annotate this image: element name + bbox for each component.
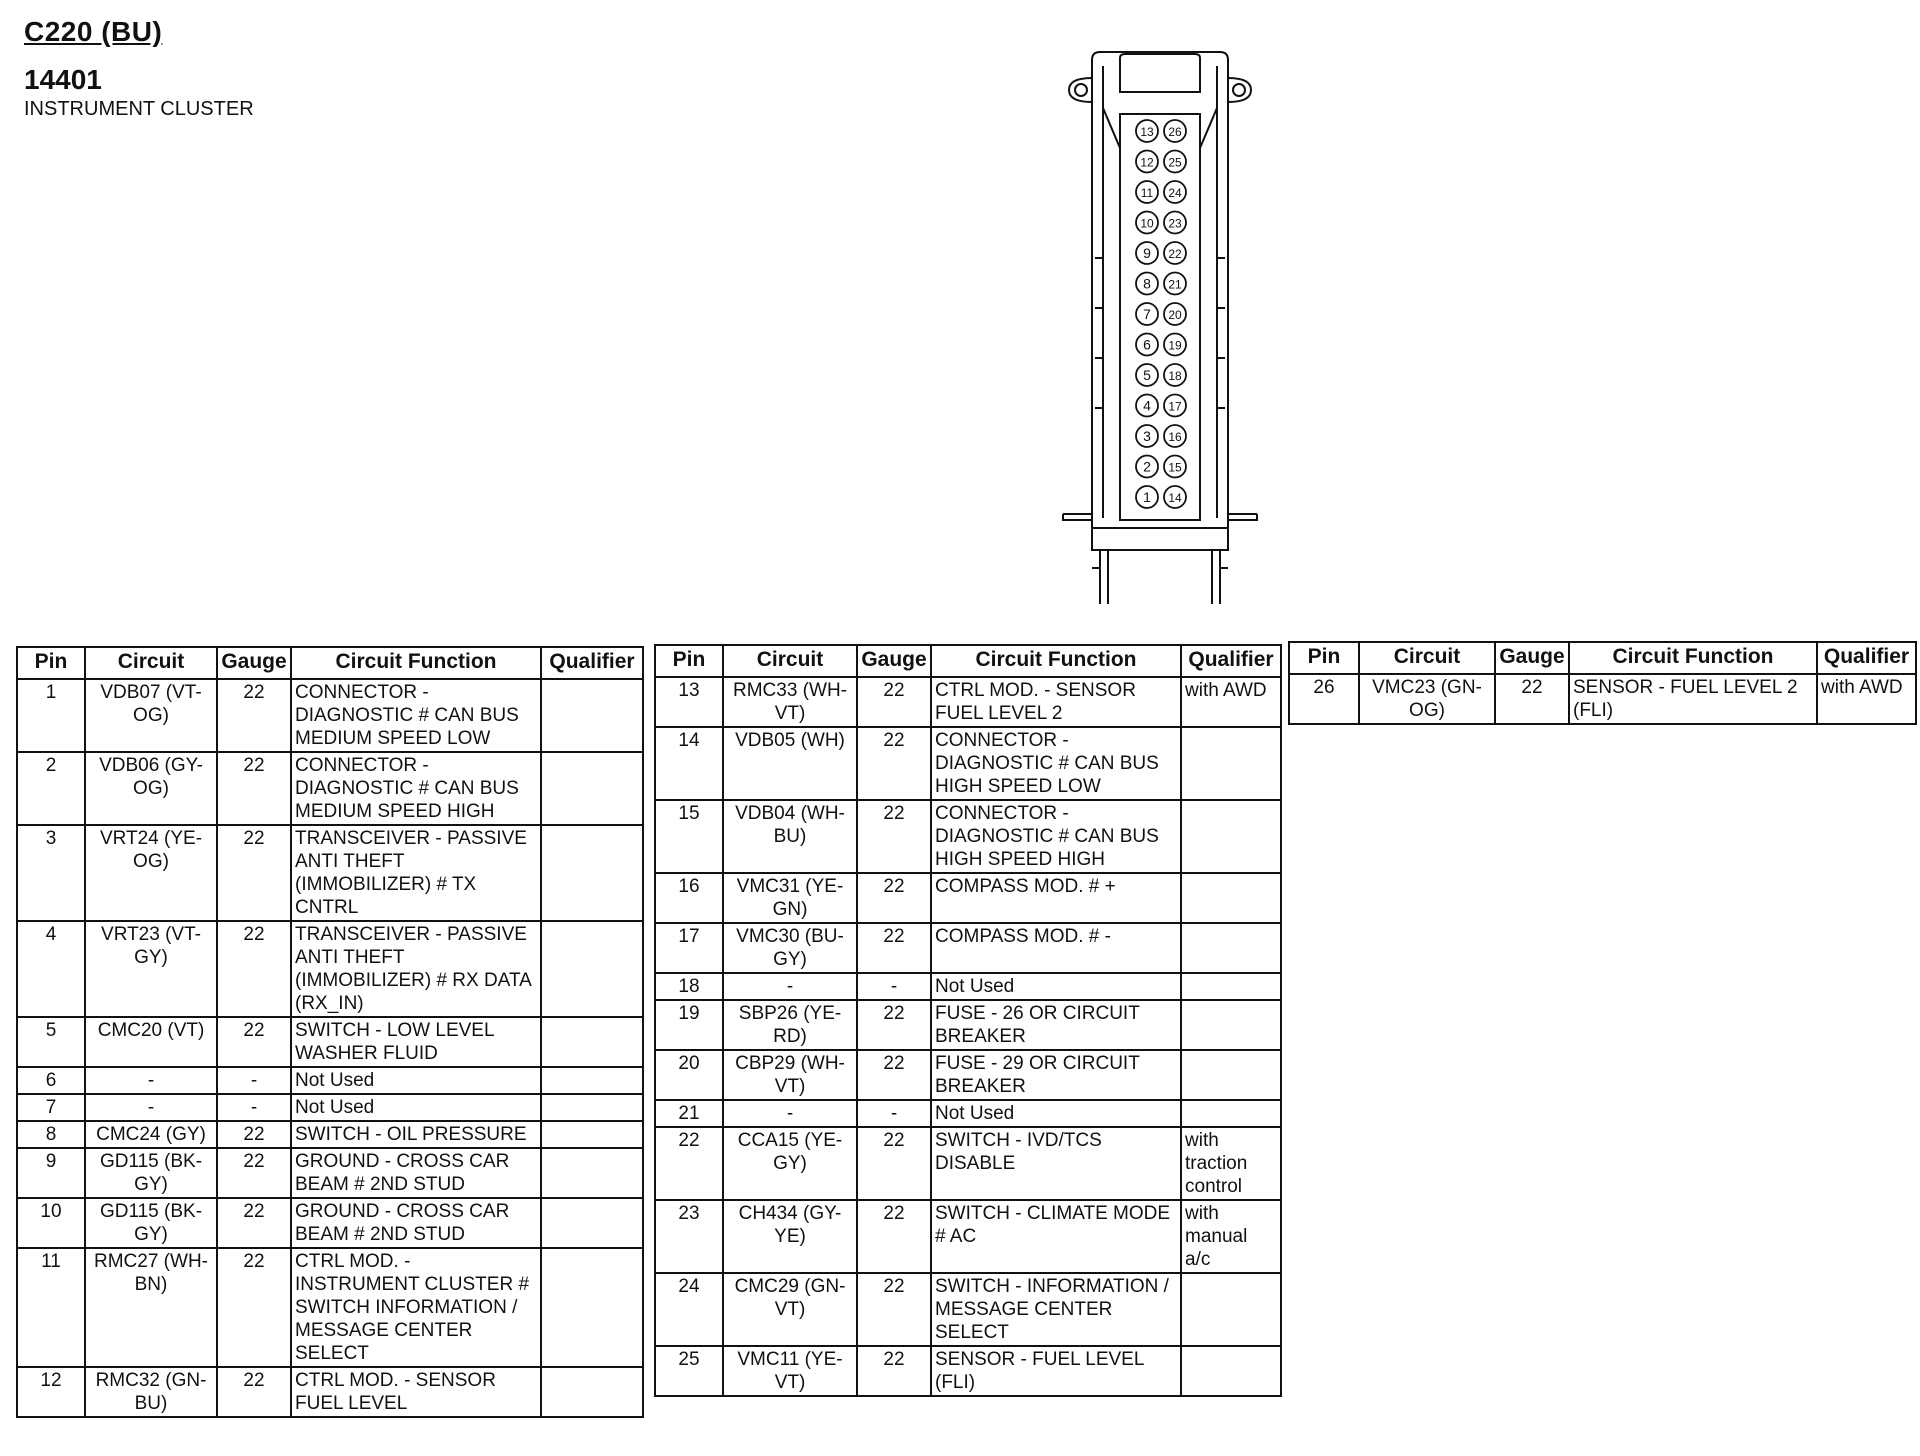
circuit-function-cell: COMPASS MOD. # +	[931, 873, 1181, 923]
gauge-cell: 22	[857, 677, 931, 727]
circuit-cell: VRT23 (VT-GY)	[85, 921, 217, 1017]
gauge-cell: 22	[217, 921, 291, 1017]
pin-cavity-number: 7	[1143, 306, 1151, 322]
circuit-cell: CH434 (GY-YE)	[723, 1200, 857, 1273]
circuit-function-cell: CONNECTOR - DIAGNOSTIC # CAN BUS HIGH SPEED LOW	[931, 727, 1181, 800]
circuit-cell: RMC27 (WH-BN)	[85, 1248, 217, 1367]
pin-cavity-number: 20	[1168, 308, 1182, 322]
pin-cell: 6	[17, 1067, 85, 1094]
qualifier-cell	[541, 1367, 643, 1417]
table-row	[17, 1248, 643, 1367]
col-circuit: Circuit	[723, 645, 857, 677]
pin-cavity-number: 22	[1168, 247, 1182, 261]
component-name: INSTRUMENT CLUSTER	[24, 98, 254, 120]
gauge-cell: 22	[857, 1000, 931, 1050]
table-row	[17, 825, 643, 921]
table-row	[655, 1200, 1281, 1273]
pin-cavities	[1136, 120, 1186, 508]
col-qualifier: Qualifier	[1817, 642, 1916, 674]
circuit-cell: -	[85, 1067, 217, 1094]
gauge-cell: -	[857, 1100, 931, 1127]
qualifier-cell: with AWD	[1817, 674, 1916, 724]
gauge-cell: 22	[217, 1248, 291, 1367]
pin-cell: 5	[17, 1017, 85, 1067]
pin-table-2	[654, 644, 1282, 1397]
qualifier-cell	[1181, 1000, 1281, 1050]
circuit-function-cell: CTRL MOD. - INSTRUMENT CLUSTER # SWITCH INFORMATION / MESSAGE CENTER SELECT	[291, 1248, 541, 1367]
col-qualifier: Qualifier	[1181, 645, 1281, 677]
pin-cavity-number: 2	[1143, 458, 1151, 475]
gauge-cell: -	[217, 1094, 291, 1121]
pin-cavity-number: 15	[1168, 460, 1182, 475]
pin-cell: 12	[17, 1367, 85, 1417]
circuit-function-cell: Not Used	[291, 1094, 541, 1121]
circuit-function-cell: SENSOR - FUEL LEVEL 2 (FLI)	[1569, 674, 1817, 724]
col-circuit-function: Circuit Function	[931, 645, 1181, 677]
col-circuit-function: Circuit Function	[291, 647, 541, 679]
table-row	[17, 1067, 643, 1094]
circuit-function-cell: SWITCH - OIL PRESSURE	[291, 1121, 541, 1148]
qualifier-cell: with manual a/c	[1181, 1200, 1281, 1273]
table-row	[17, 679, 643, 752]
gauge-cell: 22	[217, 752, 291, 825]
gauge-cell: 22	[217, 1198, 291, 1248]
pin-cell: 10	[17, 1198, 85, 1248]
circuit-cell: VMC30 (BU-GY)	[723, 923, 857, 973]
pin-cavity-number: 4	[1143, 397, 1151, 414]
pin-cavity-number: 25	[1168, 155, 1182, 170]
pin-cavity-number: 13	[1140, 125, 1154, 139]
pin-cell: 9	[17, 1148, 85, 1198]
col-pin: Pin	[655, 645, 723, 677]
pin-cell: 22	[655, 1127, 723, 1200]
circuit-cell: VDB07 (VT-OG)	[85, 679, 217, 752]
table-header-row	[17, 647, 643, 679]
qualifier-cell	[541, 1067, 643, 1094]
pin-cavity-number: 16	[1168, 430, 1182, 444]
circuit-cell: SBP26 (YE-RD)	[723, 1000, 857, 1050]
circuit-function-cell: SWITCH - CLIMATE MODE # AC	[931, 1200, 1181, 1273]
pin-cell: 17	[655, 923, 723, 973]
circuit-function-cell: CONNECTOR - DIAGNOSTIC # CAN BUS HIGH SPEED HIGH	[931, 800, 1181, 873]
col-circuit: Circuit	[85, 647, 217, 679]
circuit-cell: VMC31 (YE-GN)	[723, 873, 857, 923]
pin-cell: 2	[17, 752, 85, 825]
qualifier-cell	[541, 1198, 643, 1248]
col-pin: Pin	[1289, 642, 1359, 674]
pin-cavity-number: 18	[1168, 369, 1182, 383]
circuit-function-cell: COMPASS MOD. # -	[931, 923, 1181, 973]
table-row	[655, 1100, 1281, 1127]
connector-face-diagram	[1055, 48, 1265, 608]
pin-cavity-number: 14	[1168, 491, 1182, 505]
qualifier-cell	[1181, 923, 1281, 973]
pin-cell: 7	[17, 1094, 85, 1121]
circuit-cell: VMC23 (GN-OG)	[1359, 674, 1495, 724]
table-row	[655, 1273, 1281, 1346]
pin-cavity-number: 1	[1143, 489, 1151, 505]
pin-cavity-number: 19	[1168, 338, 1182, 353]
gauge-cell: 22	[857, 1200, 931, 1273]
pin-cell: 16	[655, 873, 723, 923]
qualifier-cell	[1181, 873, 1281, 923]
circuit-cell: RMC33 (WH-VT)	[723, 677, 857, 727]
gauge-cell: 22	[857, 1273, 931, 1346]
qualifier-cell	[541, 1248, 643, 1367]
qualifier-cell	[1181, 727, 1281, 800]
table-row	[655, 973, 1281, 1000]
gauge-cell: 22	[857, 873, 931, 923]
qualifier-cell	[1181, 973, 1281, 1000]
pin-cavity-number: 11	[1140, 186, 1154, 200]
pin-cavity-number: 26	[1168, 125, 1182, 139]
pin-cell: 21	[655, 1100, 723, 1127]
table-row	[655, 727, 1281, 800]
qualifier-cell: with AWD	[1181, 677, 1281, 727]
gauge-cell: 22	[217, 1121, 291, 1148]
gauge-cell: 22	[857, 923, 931, 973]
circuit-function-cell: FUSE - 29 OR CIRCUIT BREAKER	[931, 1050, 1181, 1100]
table-row	[17, 921, 643, 1017]
pin-cell: 15	[655, 800, 723, 873]
gauge-cell: -	[857, 973, 931, 1000]
table-row	[17, 1121, 643, 1148]
col-pin: Pin	[17, 647, 85, 679]
circuit-function-cell: Not Used	[931, 973, 1181, 1000]
qualifier-cell	[541, 1121, 643, 1148]
pin-cell: 24	[655, 1273, 723, 1346]
table-row	[17, 1017, 643, 1067]
qualifier-cell	[1181, 800, 1281, 873]
col-circuit: Circuit	[1359, 642, 1495, 674]
circuit-function-cell: CONNECTOR - DIAGNOSTIC # CAN BUS MEDIUM SPEED HIGH	[291, 752, 541, 825]
circuit-cell: CMC29 (GN-VT)	[723, 1273, 857, 1346]
circuit-cell: GD115 (BK-GY)	[85, 1198, 217, 1248]
circuit-cell: RMC32 (GN-BU)	[85, 1367, 217, 1417]
circuit-function-cell: CTRL MOD. - SENSOR FUEL LEVEL 2	[931, 677, 1181, 727]
circuit-cell: VMC11 (YE-VT)	[723, 1346, 857, 1396]
table-row	[655, 1346, 1281, 1396]
pin-cell: 14	[655, 727, 723, 800]
qualifier-cell	[1181, 1050, 1281, 1100]
qualifier-cell	[1181, 1100, 1281, 1127]
table-row	[655, 1127, 1281, 1200]
circuit-cell: VRT24 (YE-OG)	[85, 825, 217, 921]
pin-cavity-number: 10	[1140, 216, 1154, 231]
pin-cavity-number: 12	[1140, 155, 1154, 170]
table-header-row	[1289, 642, 1916, 674]
circuit-cell: CMC20 (VT)	[85, 1017, 217, 1067]
gauge-cell: 22	[857, 1346, 931, 1396]
gauge-cell: 22	[857, 1050, 931, 1100]
pin-cell: 26	[1289, 674, 1359, 724]
circuit-function-cell: Not Used	[291, 1067, 541, 1094]
circuit-cell: CBP29 (WH-VT)	[723, 1050, 857, 1100]
gauge-cell: 22	[1495, 674, 1569, 724]
gauge-cell: 22	[217, 1367, 291, 1417]
circuit-function-cell: FUSE - 26 OR CIRCUIT BREAKER	[931, 1000, 1181, 1050]
table-row	[17, 1198, 643, 1248]
col-gauge: Gauge	[857, 645, 931, 677]
pin-cell: 20	[655, 1050, 723, 1100]
part-number: 14401	[24, 64, 102, 95]
table-header-row	[655, 645, 1281, 677]
pin-cell: 8	[17, 1121, 85, 1148]
table-row	[655, 873, 1281, 923]
pin-cavity-number: 17	[1168, 399, 1182, 414]
qualifier-cell: with traction control	[1181, 1127, 1281, 1200]
circuit-function-cell: TRANSCEIVER - PASSIVE ANTI THEFT (IMMOBILIZER) # RX DATA (RX_IN)	[291, 921, 541, 1017]
gauge-cell: 22	[217, 1017, 291, 1067]
circuit-function-cell: SWITCH - IVD/TCS DISABLE	[931, 1127, 1181, 1200]
col-circuit-function: Circuit Function	[1569, 642, 1817, 674]
circuit-function-cell: SWITCH - LOW LEVEL WASHER FLUID	[291, 1017, 541, 1067]
circuit-function-cell: TRANSCEIVER - PASSIVE ANTI THEFT (IMMOBILIZER) # TX CNTRL	[291, 825, 541, 921]
pin-cell: 13	[655, 677, 723, 727]
pin-table-3	[1288, 641, 1917, 725]
gauge-cell: -	[217, 1067, 291, 1094]
circuit-cell: -	[85, 1094, 217, 1121]
gauge-cell: 22	[217, 825, 291, 921]
qualifier-cell	[1181, 1273, 1281, 1346]
pin-cell: 19	[655, 1000, 723, 1050]
table-row	[655, 923, 1281, 973]
pin-cell: 11	[17, 1248, 85, 1367]
pin-cavity-number: 3	[1143, 428, 1151, 444]
pin-cell: 1	[17, 679, 85, 752]
table-row	[1289, 674, 1916, 724]
circuit-function-cell: Not Used	[931, 1100, 1181, 1127]
pin-cavity-number: 23	[1168, 216, 1182, 231]
pin-cell: 25	[655, 1346, 723, 1396]
pin-cavity-number: 6	[1143, 336, 1151, 353]
pin-cavity-number: 5	[1143, 367, 1151, 383]
qualifier-cell	[1181, 1346, 1281, 1396]
qualifier-cell	[541, 921, 643, 1017]
circuit-cell: VDB04 (WH-BU)	[723, 800, 857, 873]
circuit-cell: GD115 (BK-GY)	[85, 1148, 217, 1198]
pin-cavity-number: 24	[1168, 186, 1182, 200]
circuit-function-cell: SWITCH - INFORMATION / MESSAGE CENTER SELECT	[931, 1273, 1181, 1346]
table-row	[655, 1000, 1281, 1050]
table-row	[17, 752, 643, 825]
col-gauge: Gauge	[217, 647, 291, 679]
circuit-cell: CMC24 (GY)	[85, 1121, 217, 1148]
circuit-function-cell: GROUND - CROSS CAR BEAM # 2ND STUD	[291, 1148, 541, 1198]
table-row	[17, 1367, 643, 1417]
circuit-cell: VDB06 (GY-OG)	[85, 752, 217, 825]
gauge-cell: 22	[217, 679, 291, 752]
circuit-function-cell: CTRL MOD. - SENSOR FUEL LEVEL	[291, 1367, 541, 1417]
pin-cavity-number: 8	[1143, 275, 1151, 292]
pin-cavity-number: 21	[1168, 277, 1182, 292]
circuit-cell: -	[723, 1100, 857, 1127]
pin-cavity-number: 9	[1143, 245, 1151, 261]
qualifier-cell	[541, 752, 643, 825]
gauge-cell: 22	[857, 1127, 931, 1200]
gauge-cell: 22	[217, 1148, 291, 1198]
table-row	[655, 800, 1281, 873]
gauge-cell: 22	[857, 800, 931, 873]
circuit-function-cell: SENSOR - FUEL LEVEL (FLI)	[931, 1346, 1181, 1396]
pin-cell: 18	[655, 973, 723, 1000]
pin-table-1	[16, 646, 644, 1418]
pin-cell: 23	[655, 1200, 723, 1273]
table-row	[655, 677, 1281, 727]
gauge-cell: 22	[857, 727, 931, 800]
qualifier-cell	[541, 1094, 643, 1121]
pin-cell: 3	[17, 825, 85, 921]
qualifier-cell	[541, 1148, 643, 1198]
circuit-cell: -	[723, 973, 857, 1000]
qualifier-cell	[541, 825, 643, 921]
connector-code: C220 (BU)	[24, 16, 163, 47]
circuit-function-cell: GROUND - CROSS CAR BEAM # 2ND STUD	[291, 1198, 541, 1248]
qualifier-cell	[541, 1017, 643, 1067]
table-row	[17, 1094, 643, 1121]
circuit-cell: CCA15 (YE-GY)	[723, 1127, 857, 1200]
circuit-function-cell: CONNECTOR - DIAGNOSTIC # CAN BUS MEDIUM SPEED LOW	[291, 679, 541, 752]
col-qualifier: Qualifier	[541, 647, 643, 679]
pin-cell: 4	[17, 921, 85, 1017]
table-row	[655, 1050, 1281, 1100]
col-gauge: Gauge	[1495, 642, 1569, 674]
table-row	[17, 1148, 643, 1198]
qualifier-cell	[541, 679, 643, 752]
circuit-cell: VDB05 (WH)	[723, 727, 857, 800]
